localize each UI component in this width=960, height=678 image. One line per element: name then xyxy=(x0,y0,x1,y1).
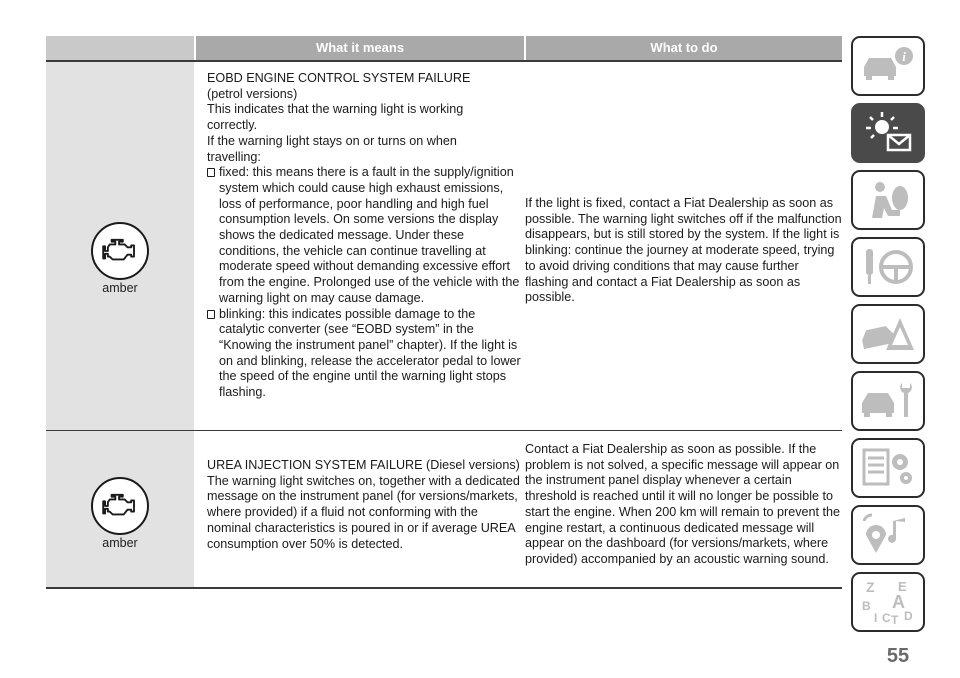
engine-check-icon xyxy=(91,222,149,280)
alphabetical-index-icon xyxy=(858,578,918,626)
means-text: UREA INJECTION SYSTEM FAILURE (Diesel versions) The warning light switches on, together with a dedicated message on the instrument panel (for versions/markets, where provided) if a fluid not conforming with the nominal characteristics is poured in or if average UREA consumption over 50% is detected. xyxy=(207,458,520,551)
svg-text:i: i xyxy=(902,49,906,64)
light-color-label: amber xyxy=(102,281,138,295)
tab-car-info[interactable] xyxy=(851,36,925,96)
header-blank-cell xyxy=(46,36,194,60)
table-row xyxy=(46,62,842,430)
table-row xyxy=(46,431,842,587)
page-number: 55 xyxy=(886,645,910,667)
light-color-label: amber xyxy=(102,536,138,550)
svg-text:C: C xyxy=(882,611,891,625)
bullet-text: blinking: this indicates possible damage to the catalytic converter (see “EOBD system” in the “Knowing the instrument panel” chapter). If the light is on and blinking, release the accelerator pedal to lower the speed of the engine until the warning light stops flashing. xyxy=(219,306,521,400)
emergency-warning-triangle-icon xyxy=(858,310,918,358)
svg-text:E: E xyxy=(898,579,907,594)
key-steering-wheel-icon xyxy=(858,243,918,291)
icon-cell xyxy=(46,62,194,430)
svg-text:D: D xyxy=(904,609,913,623)
row-divider xyxy=(46,587,842,589)
todo-text: Contact a Fiat Dealership as soon as possible. If the problem is not solved, a specific message will appear on the instrument panel display whenever a certain threshold is reached until it will no longer be possible to start the engine. When 200 km will remain to prevent the engine restart, a continuous dedicated message will appear on the dashboard (for versions/markets, where provided) accompanied by an acoustic warning sound. xyxy=(525,442,841,566)
tab-starting-driving[interactable] xyxy=(851,237,925,297)
tab-emergency[interactable] xyxy=(851,304,925,364)
bullet-item-fixed xyxy=(207,165,523,306)
header-what-it-means: What it means xyxy=(196,36,524,60)
means-line: EOBD ENGINE CONTROL SYSTEM FAILURE xyxy=(207,71,471,85)
means-line: (petrol versions) xyxy=(207,86,298,101)
bullet-text: fixed: this means there is a fault in the supply/ignition system which could cause high exhaust emissions, loss of performance, poor handling and high fuel consumption levels. On some versions the display shows the dedicated message. Under these conditions, the vehicle can continue travelling at moderate speed without demanding excessive effort from the engine. Prolonged use of the vehicle with the warning light on may cause damage. xyxy=(219,165,520,305)
bullet-square-icon xyxy=(207,310,215,319)
svg-text:I: I xyxy=(874,611,878,625)
tab-servicing[interactable] xyxy=(851,371,925,431)
svg-text:A: A xyxy=(892,592,905,612)
todo-text: If the light is fixed, contact a Fiat Dealership as soon as possible. The warning light switches off if the malfunction disappears, but is still stored by the system. If the light is blinking: continue the journey at moderate speed, trying to avoid driving conditions that may cause further flashing and contact a Fiat Dealership as soon as possible. xyxy=(525,196,842,305)
engine-check-icon xyxy=(91,477,149,535)
tab-technical-data[interactable] xyxy=(851,438,925,498)
tab-warning-lights[interactable] xyxy=(851,103,925,163)
bullet-item-blinking xyxy=(207,307,523,401)
means-line: If the warning light stays on or turns on when xyxy=(207,133,457,148)
header-what-to-do: What to do xyxy=(526,36,842,60)
svg-text:B: B xyxy=(862,599,871,613)
table-header xyxy=(46,36,842,60)
means-line: This indicates that the warning light is working xyxy=(207,102,464,117)
bullet-square-icon xyxy=(207,168,215,177)
tab-multimedia[interactable] xyxy=(851,505,925,565)
means-line: travelling: xyxy=(207,149,261,164)
car-info-icon xyxy=(858,42,918,90)
tab-safety[interactable] xyxy=(851,170,925,230)
multimedia-music-icon xyxy=(858,511,918,559)
technical-data-gears-icon xyxy=(858,444,918,492)
svg-text:Z: Z xyxy=(866,579,875,595)
safety-airbag-icon xyxy=(858,176,918,224)
means-text xyxy=(207,71,523,401)
car-maintenance-wrench-icon xyxy=(858,377,918,425)
means-line: correctly. xyxy=(207,118,258,133)
icon-cell xyxy=(46,431,194,587)
warning-light-message-icon xyxy=(858,109,918,157)
svg-text:T: T xyxy=(891,613,899,626)
warning-lights-table xyxy=(46,36,842,566)
tab-index[interactable] xyxy=(851,572,925,632)
